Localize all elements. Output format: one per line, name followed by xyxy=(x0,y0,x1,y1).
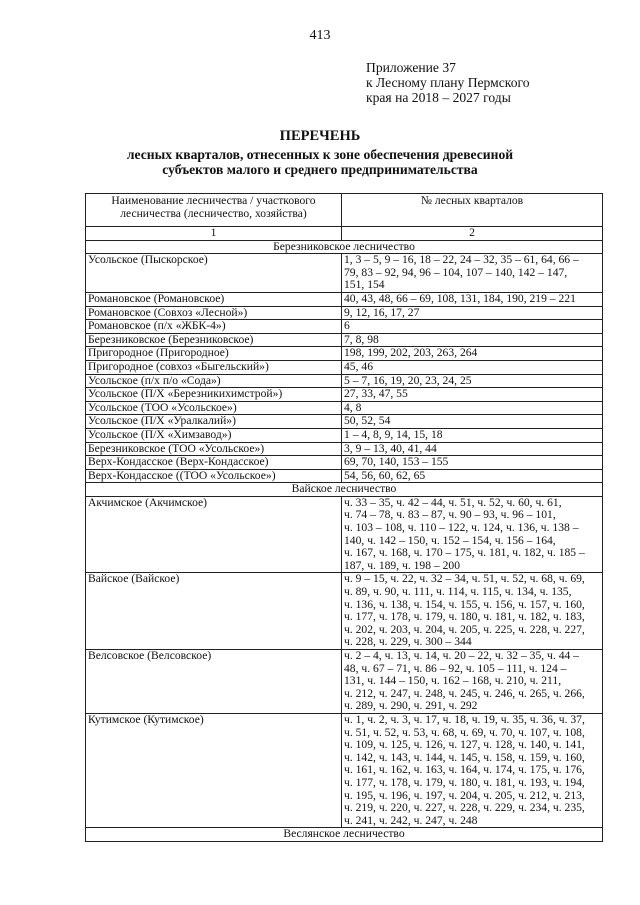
quarter-numbers: 40, 43, 48, 66 – 69, 108, 131, 184, 190, 219 – 221 xyxy=(342,292,603,306)
quarter-numbers: ч. 2 – 4, ч. 13, ч. 14, ч. 20 – 22, ч. 32 – 35, ч. 44 – 48, ч. 67 – 71, ч. 86 – 92, ч. 105 – 111, ч. 124 – 131, ч. 144 – 150, ч. 162 – 168, ч. 210, ч. 211, ч. 212, ч. 247, ч. 248, ч. 245, ч. 246, ч. 265, ч. 266, ч. 289, ч. 290, ч. 291, ч. 292 xyxy=(342,650,603,714)
column-number-2: 2 xyxy=(342,227,603,241)
forestry-name: Березниковское (ТОО «Усольское») xyxy=(86,442,342,456)
column-number-row xyxy=(86,227,603,241)
forestry-name: Усольское (п/х п/о «Сода») xyxy=(86,374,342,388)
table-row xyxy=(86,388,603,402)
forestry-name: Верх-Кондасское ((ТОО «Усольское») xyxy=(86,469,342,483)
table-row xyxy=(86,456,603,470)
column-number-1: 1 xyxy=(86,227,342,241)
forestry-name: Акчимское (Акчимское) xyxy=(86,496,342,573)
forestry-name: Романовское (Романовское) xyxy=(86,292,342,306)
quarter-numbers: 7, 8, 98 xyxy=(342,333,603,347)
appendix-line-1: Приложение 37 xyxy=(366,60,456,75)
table-row xyxy=(86,442,603,456)
appendix-line-3: края на 2018 – 2027 годы xyxy=(366,90,511,105)
table-row xyxy=(86,333,603,347)
quarter-numbers: 6 xyxy=(342,320,603,334)
table-row xyxy=(86,254,603,293)
quarter-numbers: 1, 3 – 5, 9 – 16, 18 – 22, 24 – 32, 35 – 61, 64, 66 – 79, 83 – 92, 94, 96 – 104, 107 – 140, 142 – 147, 151, 154 xyxy=(342,254,603,293)
forestry-name: Усольское (П/Х «Химзавод») xyxy=(86,428,342,442)
quarter-numbers: 27, 33, 47, 55 xyxy=(342,388,603,402)
appendix-block xyxy=(366,60,530,105)
table-row xyxy=(86,428,603,442)
quarter-numbers: 1 – 4, 8, 9, 14, 15, 18 xyxy=(342,428,603,442)
section-title: Березниковское лесничество xyxy=(86,240,603,254)
table-row xyxy=(86,320,603,334)
table-row xyxy=(86,496,603,573)
forestry-name: Усольское (ТОО «Усольское») xyxy=(86,401,342,415)
quarter-numbers: ч. 9 – 15, ч. 22, ч. 32 – 34, ч. 51, ч. 52, ч. 68, ч. 69, ч. 89, ч. 90, ч. 111, ч. 114, ч. 115, ч. 134, ч. 135, ч. 136, ч. 138, ч. 154, ч. 155, ч. 156, ч. 157, ч. 160, ч. 177, ч. 178, ч. 179, ч. 180, ч. 181, ч. 182, ч. 183, ч. 202, ч. 203, ч. 204, ч. 205, ч. 225, ч. 228, ч. 227, ч. 228, ч. 229, ч. 300 – 344 xyxy=(342,573,603,650)
table-header-row xyxy=(86,194,603,227)
forestry-name: Пригородное (Пригородное) xyxy=(86,347,342,361)
column-header-quarters: № лесных кварталов xyxy=(342,194,603,227)
forestry-name: Вайское (Вайское) xyxy=(86,573,342,650)
table-row xyxy=(86,374,603,388)
subtitle-line-1: лесных кварталов, отнесенных к зоне обеспечения древесиной xyxy=(126,147,514,162)
section-row xyxy=(86,483,603,497)
forestry-name: Усольское (П/Х «Уралкалий») xyxy=(86,415,342,429)
forest-quarters-table xyxy=(85,193,603,842)
forestry-name: Березниковское (Березниковское) xyxy=(86,333,342,347)
quarter-numbers: ч. 1, ч. 2, ч. 3, ч. 17, ч. 18, ч. 19, ч. 35, ч. 36, ч. 37, ч. 51, ч. 52, ч. 53, ч. 68, ч. 69, ч. 70, ч. 107, ч. 108, ч. 109, ч. 125, ч. 126, ч. 127, ч. 128, ч. 140, ч. 141, ч. 142, ч. 143, ч. 144, ч. 145, ч. 158, ч. 159, ч. 160, ч. 161, ч. 162, ч. 163, ч. 164, ч. 174, ч. 175, ч. 176, ч. 177, ч. 178, ч. 179, ч. 180, ч. 181, ч. 193, ч. 194, ч. 195, ч. 196, ч. 197, ч. 204, ч. 205, ч. 212, ч. 213, ч. 219, ч. 220, ч. 227, ч. 228, ч. 229, ч. 234, ч. 235, ч. 241, ч. 242, ч. 247, ч. 248 xyxy=(342,713,603,827)
quarter-numbers: 9, 12, 16, 17, 27 xyxy=(342,306,603,320)
table-row xyxy=(86,347,603,361)
quarter-numbers: 5 – 7, 16, 19, 20, 23, 24, 25 xyxy=(342,374,603,388)
quarter-numbers: 4, 8 xyxy=(342,401,603,415)
document-title: ПЕРЕЧЕНЬ xyxy=(279,128,361,144)
page-number: 413 xyxy=(309,28,331,43)
quarter-numbers: 54, 56, 60, 62, 65 xyxy=(342,469,603,483)
subtitle-line-2: субъектов малого и среднего предпринимательства xyxy=(162,162,478,177)
table-row xyxy=(86,360,603,374)
quarter-numbers: 45, 46 xyxy=(342,360,603,374)
forestry-name: Кутимское (Кутимское) xyxy=(86,713,342,827)
table-row xyxy=(86,415,603,429)
quarter-numbers: 69, 70, 140, 153 – 155 xyxy=(342,456,603,470)
table-row xyxy=(86,292,603,306)
appendix-line-2: к Лесному плану Пермского xyxy=(366,75,530,90)
document-subtitle xyxy=(0,147,640,177)
section-row xyxy=(86,828,603,842)
table-row xyxy=(86,401,603,415)
forestry-name: Велсовское (Велсовское) xyxy=(86,650,342,714)
section-title: Веслянское лесничество xyxy=(86,828,603,842)
forestry-name: Пригородное (совхоз «Быгельский») xyxy=(86,360,342,374)
quarter-numbers: 3, 9 – 13, 40, 41, 44 xyxy=(342,442,603,456)
table-row xyxy=(86,650,603,714)
table-row xyxy=(86,469,603,483)
column-header-forestry: Наименование лесничества / участкового лесничества (лесничество, хозяйства) xyxy=(86,194,342,227)
forestry-name: Романовское (Совхоз «Лесной») xyxy=(86,306,342,320)
forestry-name: Усольское (Пыскорское) xyxy=(86,254,342,293)
table-row xyxy=(86,573,603,650)
quarter-numbers: 198, 199, 202, 203, 263, 264 xyxy=(342,347,603,361)
forestry-name: Усольское (П/Х «Березникихимстрой») xyxy=(86,388,342,402)
section-row xyxy=(86,240,603,254)
section-title: Вайское лесничество xyxy=(86,483,603,497)
quarter-numbers: ч. 33 – 35, ч. 42 – 44, ч. 51, ч. 52, ч. 60, ч. 61, ч. 74 – 78, ч. 83 – 87, ч. 90 – 93, ч. 96 – 101, ч. 103 – 108, ч. 110 – 122, ч. 124, ч. 136, ч. 138 – 140, ч. 142 – 150, ч. 152 – 154, ч. 156 – 164, ч. 167, ч. 168, ч. 170 – 175, ч. 181, ч. 182, ч. 185 – 187, ч. 189, ч. 198 – 200 xyxy=(342,496,603,573)
quarter-numbers: 50, 52, 54 xyxy=(342,415,603,429)
forestry-name: Верх-Кондасское (Верх-Кондасское) xyxy=(86,456,342,470)
forestry-name: Романовское (п/х «ЖБК-4») xyxy=(86,320,342,334)
table-row xyxy=(86,306,603,320)
table-row xyxy=(86,713,603,827)
